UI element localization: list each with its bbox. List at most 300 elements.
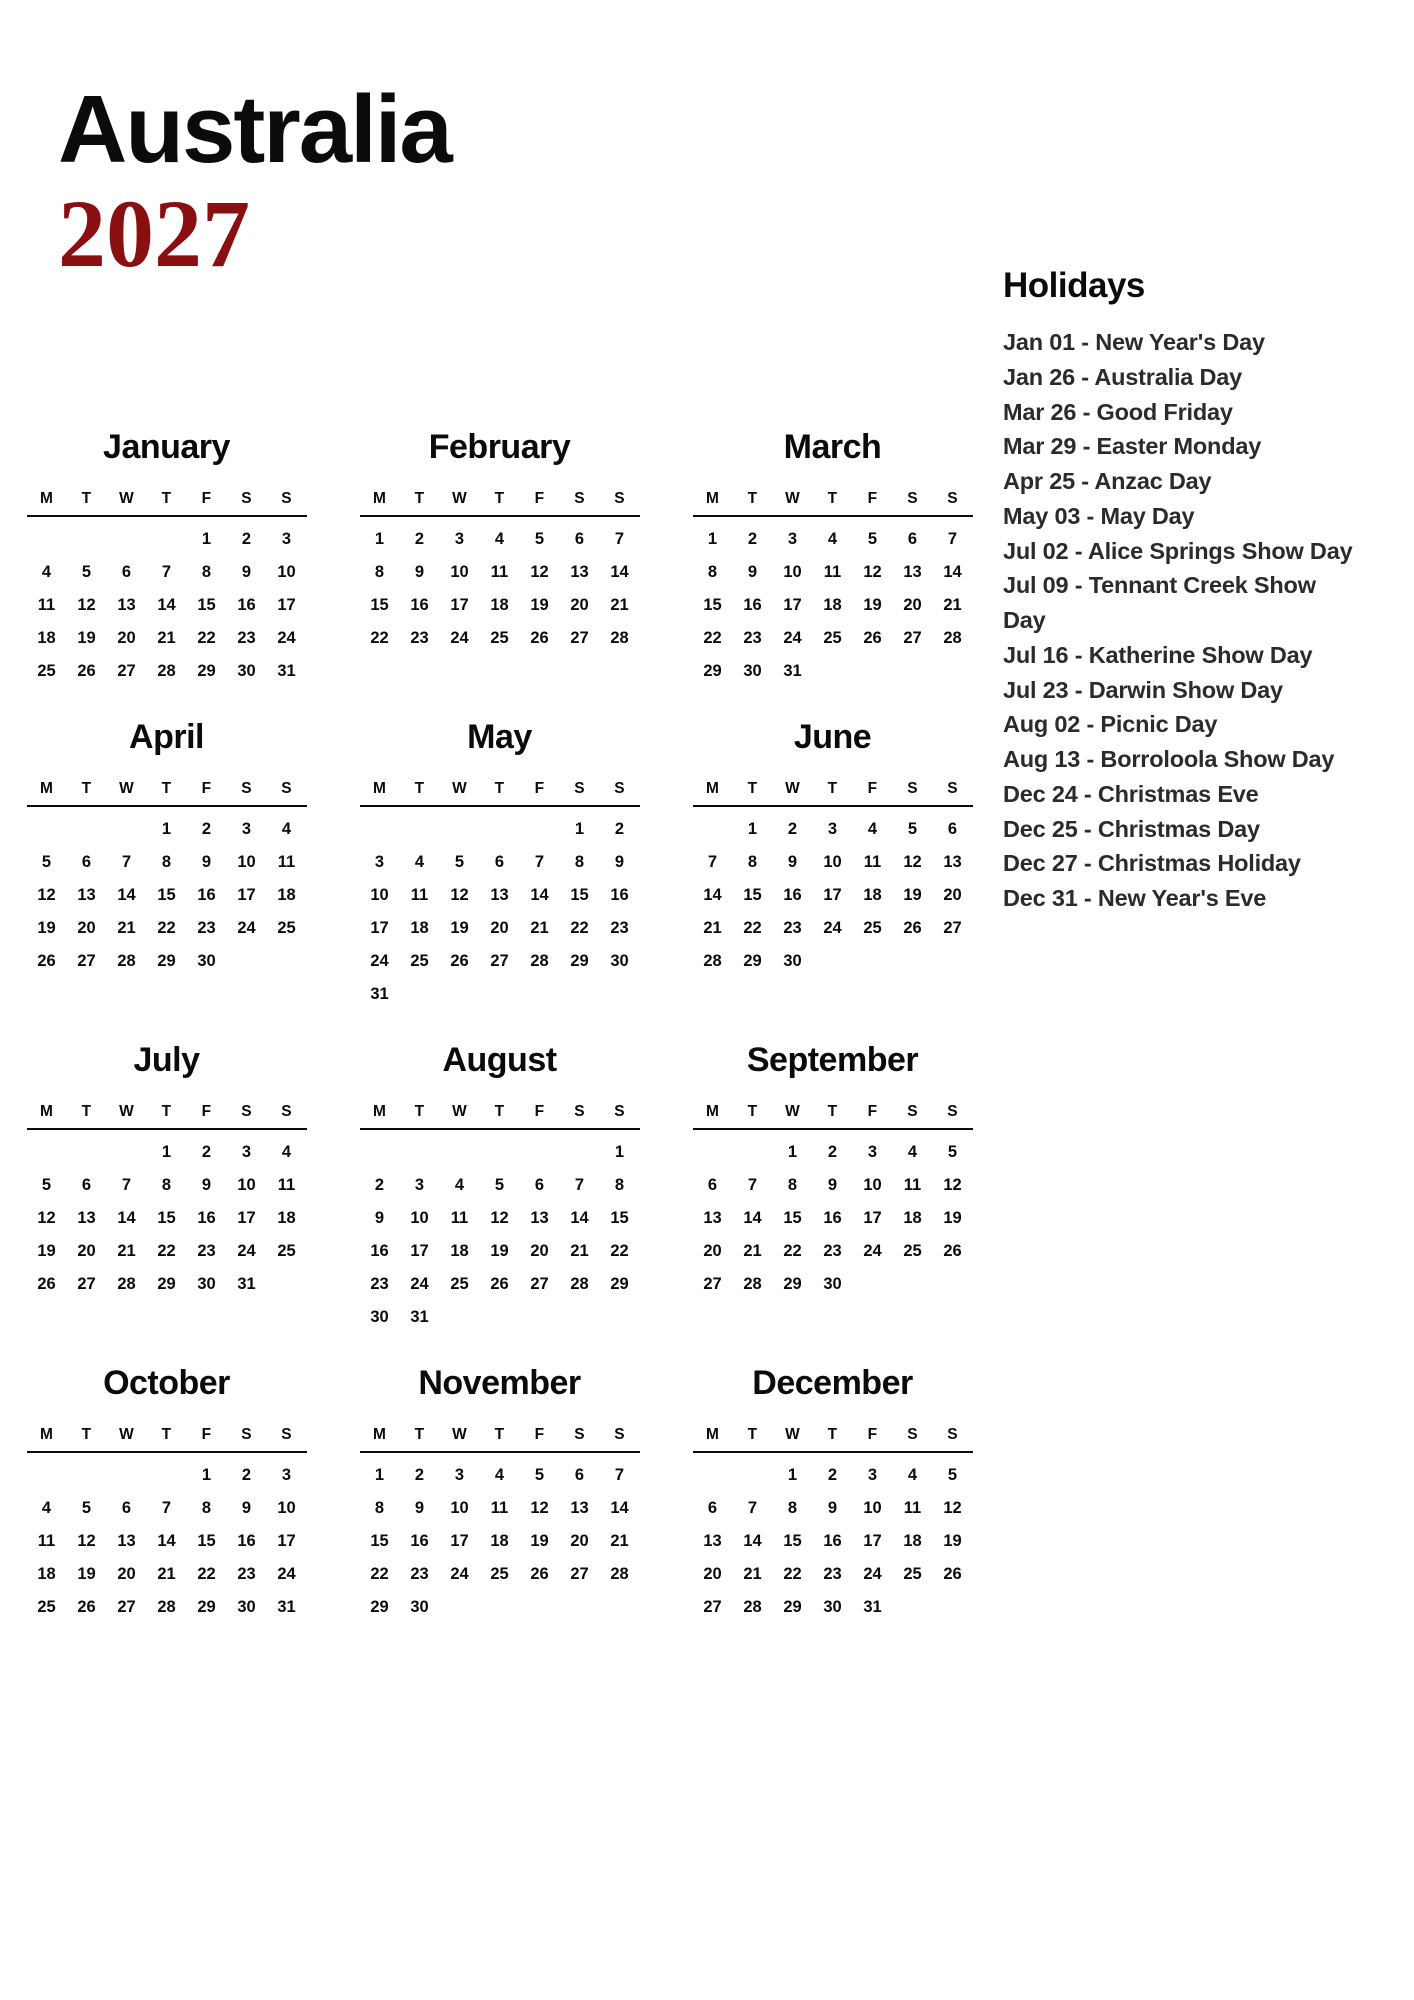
day-cell[interactable]: 25: [410, 952, 429, 970]
day-cell[interactable]: 18: [490, 596, 509, 614]
day-cell[interactable]: 21: [117, 919, 136, 937]
day-cell[interactable]: 24: [783, 629, 802, 647]
day-cell[interactable]: 9: [747, 563, 758, 581]
day-cell[interactable]: 24: [450, 629, 469, 647]
day-cell[interactable]: 27: [117, 662, 136, 680]
day-cell[interactable]: 20: [703, 1242, 722, 1260]
day-cell[interactable]: 30: [610, 952, 629, 970]
day-cell[interactable]: 11: [823, 563, 842, 581]
day-cell[interactable]: 4: [494, 530, 505, 548]
day-cell[interactable]: 7: [947, 530, 958, 548]
day-cell[interactable]: 24: [863, 1242, 882, 1260]
day-cell[interactable]: 20: [570, 596, 589, 614]
day-cell[interactable]: 1: [161, 1143, 172, 1161]
day-cell[interactable]: 29: [610, 1275, 629, 1293]
day-cell[interactable]: 23: [743, 629, 762, 647]
day-cell[interactable]: 19: [77, 629, 96, 647]
day-cell[interactable]: 1: [201, 530, 212, 548]
day-cell[interactable]: 2: [241, 1466, 252, 1484]
day-cell[interactable]: 6: [574, 530, 585, 548]
day-cell[interactable]: 19: [530, 596, 549, 614]
day-cell[interactable]: 29: [157, 1275, 176, 1293]
day-cell[interactable]: 16: [823, 1532, 842, 1550]
day-cell[interactable]: 23: [610, 919, 629, 937]
day-cell[interactable]: 18: [863, 886, 882, 904]
day-cell[interactable]: 22: [610, 1242, 629, 1260]
day-cell[interactable]: 5: [534, 1466, 545, 1484]
day-cell[interactable]: 10: [450, 563, 469, 581]
day-cell[interactable]: 16: [610, 886, 629, 904]
day-cell[interactable]: 9: [414, 1499, 425, 1517]
day-cell[interactable]: 20: [117, 629, 136, 647]
day-cell[interactable]: 25: [277, 919, 296, 937]
day-cell[interactable]: 24: [823, 919, 842, 937]
day-cell[interactable]: 25: [37, 1598, 56, 1616]
day-cell[interactable]: 16: [237, 1532, 256, 1550]
day-cell[interactable]: 22: [370, 1565, 389, 1583]
day-cell[interactable]: 29: [197, 1598, 216, 1616]
day-cell[interactable]: 19: [37, 919, 56, 937]
day-cell[interactable]: 22: [157, 1242, 176, 1260]
day-cell[interactable]: 17: [277, 1532, 296, 1550]
day-cell[interactable]: 9: [241, 1499, 252, 1517]
day-cell[interactable]: 16: [197, 886, 216, 904]
day-cell[interactable]: 23: [410, 1565, 429, 1583]
day-cell[interactable]: 6: [81, 853, 92, 871]
day-cell[interactable]: 13: [943, 853, 962, 871]
day-cell[interactable]: 20: [77, 1242, 96, 1260]
day-cell[interactable]: 14: [743, 1209, 762, 1227]
day-cell[interactable]: 14: [117, 1209, 136, 1227]
day-cell[interactable]: 8: [747, 853, 758, 871]
day-cell[interactable]: 3: [241, 820, 252, 838]
day-cell[interactable]: 6: [494, 853, 505, 871]
day-cell[interactable]: 28: [610, 1565, 629, 1583]
day-cell[interactable]: 17: [863, 1209, 882, 1227]
day-cell[interactable]: 11: [37, 596, 56, 614]
day-cell[interactable]: 23: [237, 1565, 256, 1583]
day-cell[interactable]: 20: [77, 919, 96, 937]
day-cell[interactable]: 12: [530, 1499, 549, 1517]
day-cell[interactable]: 30: [823, 1598, 842, 1616]
day-cell[interactable]: 8: [374, 563, 385, 581]
day-cell[interactable]: 3: [414, 1176, 425, 1194]
day-cell[interactable]: 21: [610, 596, 629, 614]
day-cell[interactable]: 3: [281, 530, 292, 548]
day-cell[interactable]: 6: [907, 530, 918, 548]
day-cell[interactable]: 22: [370, 629, 389, 647]
day-cell[interactable]: 28: [943, 629, 962, 647]
day-cell[interactable]: 16: [197, 1209, 216, 1227]
day-cell[interactable]: 1: [374, 1466, 385, 1484]
day-cell[interactable]: 27: [77, 952, 96, 970]
day-cell[interactable]: 8: [201, 1499, 212, 1517]
day-cell[interactable]: 25: [903, 1242, 922, 1260]
day-cell[interactable]: 13: [490, 886, 509, 904]
day-cell[interactable]: 24: [410, 1275, 429, 1293]
day-cell[interactable]: 20: [703, 1565, 722, 1583]
day-cell[interactable]: 4: [454, 1176, 465, 1194]
day-cell[interactable]: 6: [707, 1176, 718, 1194]
day-cell[interactable]: 21: [610, 1532, 629, 1550]
day-cell[interactable]: 26: [903, 919, 922, 937]
day-cell[interactable]: 22: [703, 629, 722, 647]
day-cell[interactable]: 27: [903, 629, 922, 647]
day-cell[interactable]: 25: [450, 1275, 469, 1293]
day-cell[interactable]: 5: [494, 1176, 505, 1194]
day-cell[interactable]: 1: [161, 820, 172, 838]
day-cell[interactable]: 22: [743, 919, 762, 937]
day-cell[interactable]: 4: [41, 1499, 52, 1517]
day-cell[interactable]: 21: [743, 1565, 762, 1583]
day-cell[interactable]: 14: [117, 886, 136, 904]
day-cell[interactable]: 2: [374, 1176, 385, 1194]
day-cell[interactable]: 18: [410, 919, 429, 937]
day-cell[interactable]: 17: [410, 1242, 429, 1260]
day-cell[interactable]: 10: [237, 853, 256, 871]
day-cell[interactable]: 31: [370, 985, 389, 1003]
day-cell[interactable]: 30: [370, 1308, 389, 1326]
day-cell[interactable]: 1: [787, 1143, 798, 1161]
day-cell[interactable]: 12: [450, 886, 469, 904]
day-cell[interactable]: 26: [863, 629, 882, 647]
day-cell[interactable]: 7: [614, 530, 625, 548]
day-cell[interactable]: 21: [703, 919, 722, 937]
day-cell[interactable]: 22: [783, 1565, 802, 1583]
day-cell[interactable]: 27: [530, 1275, 549, 1293]
day-cell[interactable]: 1: [707, 530, 718, 548]
day-cell[interactable]: 19: [903, 886, 922, 904]
day-cell[interactable]: 18: [37, 629, 56, 647]
day-cell[interactable]: 3: [374, 853, 385, 871]
day-cell[interactable]: 7: [614, 1466, 625, 1484]
day-cell[interactable]: 10: [863, 1176, 882, 1194]
day-cell[interactable]: 1: [614, 1143, 625, 1161]
day-cell[interactable]: 27: [943, 919, 962, 937]
day-cell[interactable]: 19: [943, 1209, 962, 1227]
day-cell[interactable]: 8: [574, 853, 585, 871]
day-cell[interactable]: 5: [41, 853, 52, 871]
day-cell[interactable]: 25: [863, 919, 882, 937]
day-cell[interactable]: 22: [197, 1565, 216, 1583]
day-cell[interactable]: 16: [743, 596, 762, 614]
day-cell[interactable]: 6: [534, 1176, 545, 1194]
day-cell[interactable]: 18: [37, 1565, 56, 1583]
day-cell[interactable]: 7: [747, 1176, 758, 1194]
day-cell[interactable]: 12: [530, 563, 549, 581]
day-cell[interactable]: 31: [863, 1598, 882, 1616]
day-cell[interactable]: 31: [277, 662, 296, 680]
day-cell[interactable]: 2: [827, 1143, 838, 1161]
day-cell[interactable]: 20: [570, 1532, 589, 1550]
day-cell[interactable]: 13: [77, 1209, 96, 1227]
day-cell[interactable]: 29: [703, 662, 722, 680]
day-cell[interactable]: 14: [530, 886, 549, 904]
day-cell[interactable]: 18: [903, 1532, 922, 1550]
day-cell[interactable]: 7: [121, 853, 132, 871]
day-cell[interactable]: 6: [707, 1499, 718, 1517]
day-cell[interactable]: 10: [450, 1499, 469, 1517]
day-cell[interactable]: 22: [570, 919, 589, 937]
day-cell[interactable]: 19: [943, 1532, 962, 1550]
day-cell[interactable]: 31: [277, 1598, 296, 1616]
day-cell[interactable]: 12: [903, 853, 922, 871]
day-cell[interactable]: 24: [277, 629, 296, 647]
day-cell[interactable]: 18: [277, 886, 296, 904]
day-cell[interactable]: 26: [530, 629, 549, 647]
day-cell[interactable]: 3: [827, 820, 838, 838]
day-cell[interactable]: 29: [157, 952, 176, 970]
day-cell[interactable]: 7: [747, 1499, 758, 1517]
day-cell[interactable]: 4: [827, 530, 838, 548]
day-cell[interactable]: 13: [703, 1532, 722, 1550]
day-cell[interactable]: 15: [743, 886, 762, 904]
day-cell[interactable]: 13: [570, 563, 589, 581]
day-cell[interactable]: 30: [823, 1275, 842, 1293]
day-cell[interactable]: 26: [37, 952, 56, 970]
day-cell[interactable]: 28: [703, 952, 722, 970]
day-cell[interactable]: 26: [943, 1565, 962, 1583]
day-cell[interactable]: 30: [783, 952, 802, 970]
day-cell[interactable]: 2: [241, 530, 252, 548]
day-cell[interactable]: 5: [867, 530, 878, 548]
day-cell[interactable]: 2: [614, 820, 625, 838]
day-cell[interactable]: 7: [534, 853, 545, 871]
day-cell[interactable]: 5: [534, 530, 545, 548]
day-cell[interactable]: 9: [374, 1209, 385, 1227]
day-cell[interactable]: 5: [947, 1143, 958, 1161]
day-cell[interactable]: 8: [201, 563, 212, 581]
day-cell[interactable]: 12: [77, 1532, 96, 1550]
day-cell[interactable]: 23: [237, 629, 256, 647]
day-cell[interactable]: 30: [197, 1275, 216, 1293]
day-cell[interactable]: 6: [947, 820, 958, 838]
day-cell[interactable]: 2: [201, 1143, 212, 1161]
day-cell[interactable]: 5: [907, 820, 918, 838]
day-cell[interactable]: 11: [410, 886, 429, 904]
day-cell[interactable]: 11: [490, 1499, 509, 1517]
day-cell[interactable]: 30: [237, 662, 256, 680]
day-cell[interactable]: 5: [81, 563, 92, 581]
day-cell[interactable]: 14: [610, 1499, 629, 1517]
day-cell[interactable]: 8: [161, 1176, 172, 1194]
day-cell[interactable]: 15: [157, 886, 176, 904]
day-cell[interactable]: 20: [117, 1565, 136, 1583]
day-cell[interactable]: 15: [783, 1209, 802, 1227]
day-cell[interactable]: 17: [783, 596, 802, 614]
day-cell[interactable]: 9: [414, 563, 425, 581]
day-cell[interactable]: 4: [907, 1143, 918, 1161]
day-cell[interactable]: 27: [703, 1275, 722, 1293]
day-cell[interactable]: 10: [237, 1176, 256, 1194]
day-cell[interactable]: 29: [197, 662, 216, 680]
day-cell[interactable]: 14: [157, 596, 176, 614]
day-cell[interactable]: 30: [410, 1598, 429, 1616]
day-cell[interactable]: 7: [161, 563, 172, 581]
day-cell[interactable]: 6: [121, 563, 132, 581]
day-cell[interactable]: 29: [370, 1598, 389, 1616]
day-cell[interactable]: 9: [787, 853, 798, 871]
day-cell[interactable]: 9: [614, 853, 625, 871]
day-cell[interactable]: 17: [370, 919, 389, 937]
day-cell[interactable]: 15: [703, 596, 722, 614]
day-cell[interactable]: 2: [201, 820, 212, 838]
day-cell[interactable]: 19: [863, 596, 882, 614]
day-cell[interactable]: 18: [277, 1209, 296, 1227]
day-cell[interactable]: 1: [374, 530, 385, 548]
day-cell[interactable]: 16: [370, 1242, 389, 1260]
day-cell[interactable]: 29: [570, 952, 589, 970]
day-cell[interactable]: 26: [490, 1275, 509, 1293]
day-cell[interactable]: 21: [530, 919, 549, 937]
day-cell[interactable]: 9: [201, 1176, 212, 1194]
day-cell[interactable]: 26: [37, 1275, 56, 1293]
day-cell[interactable]: 13: [530, 1209, 549, 1227]
day-cell[interactable]: 24: [237, 919, 256, 937]
day-cell[interactable]: 19: [530, 1532, 549, 1550]
day-cell[interactable]: 11: [903, 1499, 922, 1517]
day-cell[interactable]: 7: [161, 1499, 172, 1517]
day-cell[interactable]: 1: [787, 1466, 798, 1484]
day-cell[interactable]: 18: [823, 596, 842, 614]
day-cell[interactable]: 4: [41, 563, 52, 581]
day-cell[interactable]: 23: [370, 1275, 389, 1293]
day-cell[interactable]: 8: [707, 563, 718, 581]
day-cell[interactable]: 23: [410, 629, 429, 647]
day-cell[interactable]: 15: [197, 1532, 216, 1550]
day-cell[interactable]: 7: [707, 853, 718, 871]
day-cell[interactable]: 30: [237, 1598, 256, 1616]
day-cell[interactable]: 28: [530, 952, 549, 970]
day-cell[interactable]: 13: [77, 886, 96, 904]
day-cell[interactable]: 12: [863, 563, 882, 581]
day-cell[interactable]: 14: [703, 886, 722, 904]
day-cell[interactable]: 9: [241, 563, 252, 581]
day-cell[interactable]: 17: [237, 886, 256, 904]
day-cell[interactable]: 8: [161, 853, 172, 871]
day-cell[interactable]: 24: [863, 1565, 882, 1583]
day-cell[interactable]: 20: [943, 886, 962, 904]
day-cell[interactable]: 21: [117, 1242, 136, 1260]
day-cell[interactable]: 27: [77, 1275, 96, 1293]
day-cell[interactable]: 29: [743, 952, 762, 970]
day-cell[interactable]: 3: [787, 530, 798, 548]
day-cell[interactable]: 11: [277, 853, 296, 871]
day-cell[interactable]: 24: [277, 1565, 296, 1583]
day-cell[interactable]: 4: [867, 820, 878, 838]
day-cell[interactable]: 26: [943, 1242, 962, 1260]
day-cell[interactable]: 24: [237, 1242, 256, 1260]
day-cell[interactable]: 12: [490, 1209, 509, 1227]
day-cell[interactable]: 16: [237, 596, 256, 614]
day-cell[interactable]: 28: [157, 1598, 176, 1616]
day-cell[interactable]: 28: [117, 952, 136, 970]
day-cell[interactable]: 9: [201, 853, 212, 871]
day-cell[interactable]: 19: [37, 1242, 56, 1260]
day-cell[interactable]: 25: [903, 1565, 922, 1583]
day-cell[interactable]: 1: [574, 820, 585, 838]
day-cell[interactable]: 31: [410, 1308, 429, 1326]
day-cell[interactable]: 6: [574, 1466, 585, 1484]
day-cell[interactable]: 28: [610, 629, 629, 647]
day-cell[interactable]: 10: [823, 853, 842, 871]
day-cell[interactable]: 30: [743, 662, 762, 680]
day-cell[interactable]: 2: [414, 1466, 425, 1484]
day-cell[interactable]: 13: [117, 596, 136, 614]
day-cell[interactable]: 27: [570, 1565, 589, 1583]
day-cell[interactable]: 2: [414, 530, 425, 548]
day-cell[interactable]: 14: [610, 563, 629, 581]
day-cell[interactable]: 11: [903, 1176, 922, 1194]
day-cell[interactable]: 8: [374, 1499, 385, 1517]
day-cell[interactable]: 23: [197, 919, 216, 937]
day-cell[interactable]: 27: [703, 1598, 722, 1616]
day-cell[interactable]: 10: [277, 1499, 296, 1517]
day-cell[interactable]: 31: [237, 1275, 256, 1293]
day-cell[interactable]: 13: [117, 1532, 136, 1550]
day-cell[interactable]: 4: [281, 1143, 292, 1161]
day-cell[interactable]: 23: [783, 919, 802, 937]
day-cell[interactable]: 5: [41, 1176, 52, 1194]
day-cell[interactable]: 22: [197, 629, 216, 647]
day-cell[interactable]: 3: [454, 1466, 465, 1484]
day-cell[interactable]: 17: [450, 1532, 469, 1550]
day-cell[interactable]: 27: [490, 952, 509, 970]
day-cell[interactable]: 3: [281, 1466, 292, 1484]
day-cell[interactable]: 18: [490, 1532, 509, 1550]
day-cell[interactable]: 2: [827, 1466, 838, 1484]
day-cell[interactable]: 28: [743, 1598, 762, 1616]
day-cell[interactable]: 21: [743, 1242, 762, 1260]
day-cell[interactable]: 25: [277, 1242, 296, 1260]
day-cell[interactable]: 28: [117, 1275, 136, 1293]
day-cell[interactable]: 11: [37, 1532, 56, 1550]
day-cell[interactable]: 22: [783, 1242, 802, 1260]
day-cell[interactable]: 16: [410, 1532, 429, 1550]
day-cell[interactable]: 17: [450, 596, 469, 614]
day-cell[interactable]: 14: [943, 563, 962, 581]
day-cell[interactable]: 15: [157, 1209, 176, 1227]
day-cell[interactable]: 26: [450, 952, 469, 970]
day-cell[interactable]: 18: [450, 1242, 469, 1260]
day-cell[interactable]: 19: [450, 919, 469, 937]
day-cell[interactable]: 23: [823, 1565, 842, 1583]
day-cell[interactable]: 13: [570, 1499, 589, 1517]
day-cell[interactable]: 24: [370, 952, 389, 970]
day-cell[interactable]: 10: [783, 563, 802, 581]
day-cell[interactable]: 15: [570, 886, 589, 904]
day-cell[interactable]: 3: [867, 1143, 878, 1161]
day-cell[interactable]: 4: [281, 820, 292, 838]
day-cell[interactable]: 1: [201, 1466, 212, 1484]
day-cell[interactable]: 2: [787, 820, 798, 838]
day-cell[interactable]: 6: [121, 1499, 132, 1517]
day-cell[interactable]: 3: [454, 530, 465, 548]
day-cell[interactable]: 25: [823, 629, 842, 647]
day-cell[interactable]: 21: [157, 1565, 176, 1583]
day-cell[interactable]: 16: [783, 886, 802, 904]
day-cell[interactable]: 10: [410, 1209, 429, 1227]
day-cell[interactable]: 4: [907, 1466, 918, 1484]
day-cell[interactable]: 14: [157, 1532, 176, 1550]
day-cell[interactable]: 4: [494, 1466, 505, 1484]
day-cell[interactable]: 14: [570, 1209, 589, 1227]
day-cell[interactable]: 29: [783, 1275, 802, 1293]
day-cell[interactable]: 12: [943, 1499, 962, 1517]
day-cell[interactable]: 9: [827, 1176, 838, 1194]
day-cell[interactable]: 7: [121, 1176, 132, 1194]
day-cell[interactable]: 3: [867, 1466, 878, 1484]
